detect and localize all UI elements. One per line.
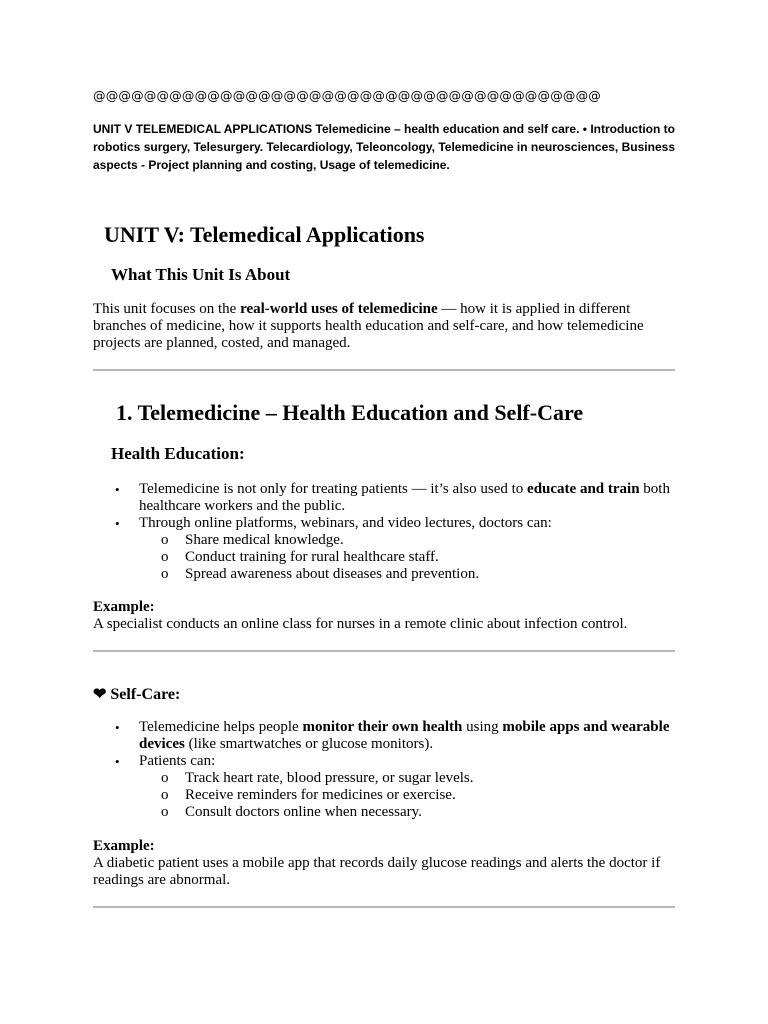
example-label: Example: [93, 838, 155, 854]
separator-at-line: @@@@@@@@@@@@@@@@@@@@@@@@@@@@@@@@@@@@@@@@ [93, 88, 601, 103]
syllabus-paragraph: UNIT V TELEMEDICAL APPLICATIONS Telemedicine – health education and self care. • Introduction to robotics surgery, Telesurgery. Telecardiology, Teleoncology, Telemedicine in neurosciences, Business aspects - Project planning and costing, Usage of telemedicine. [93, 122, 675, 172]
sub-list-item [93, 549, 675, 566]
example-block [93, 599, 675, 633]
example-block [93, 838, 675, 889]
list-item-text: Telemedicine is not only for treating patients — it’s also used to [139, 481, 528, 497]
health-education-list [93, 481, 675, 583]
sub-list-item-text: Conduct training for rural healthcare staff. [185, 549, 439, 565]
horizontal-rule [93, 906, 675, 908]
example-label: Example: [93, 599, 155, 615]
bullet-icon: • [115, 720, 120, 735]
about-heading: What This Unit Is About [111, 265, 291, 284]
list-item-text: Through online platforms, webinars, and video lectures, doctors can: [139, 515, 552, 531]
list-item-text: Patients can: [139, 753, 216, 769]
sub-list-item [93, 532, 675, 549]
circle-bullet-icon: o [161, 787, 169, 803]
circle-bullet-icon: o [161, 566, 169, 582]
sub-list-item-text: Consult doctors online when necessary. [185, 804, 422, 820]
intro-paragraph [93, 301, 675, 352]
list-item-text: both healthcare workers and the public. [139, 481, 670, 514]
sub-list-item [93, 787, 675, 804]
health-education-heading: Health Education: [111, 444, 245, 463]
intro-bold: real-world uses of telemedicine [240, 301, 438, 317]
circle-bullet-icon: o [161, 770, 169, 786]
intro-text: — how it is applied in different branches of medicine, how it supports health education and self-care, and how telemedicine projects are planned, costed, and managed. [93, 301, 644, 351]
sub-list-item-text: Spread awareness about diseases and prevention. [185, 566, 480, 582]
sub-list-item-text: Share medical knowledge. [185, 532, 344, 548]
list-item-text: (like smartwatches or glucose monitors). [184, 736, 434, 752]
sub-list-item [93, 770, 675, 787]
self-care-heading: ❤ Self-Care: [93, 686, 181, 703]
sub-list-item-text: Track heart rate, blood pressure, or sugar levels. [185, 770, 474, 786]
list-item-bold: educate and train [527, 481, 640, 497]
self-care-list [93, 719, 675, 821]
example-text: A specialist conducts an online class for nurses in a remote clinic about infection control. [93, 616, 628, 632]
circle-bullet-icon: o [161, 549, 169, 565]
list-item-text: Telemedicine helps people [139, 719, 303, 735]
list-item-bold: mobile apps and wearable devices [139, 719, 670, 752]
example-text: A diabetic patient uses a mobile app that records daily glucose readings and alerts the doctor if readings are abnormal. [93, 855, 661, 888]
horizontal-rule [93, 650, 675, 652]
bullet-icon: • [115, 482, 120, 497]
sub-list-item [93, 566, 675, 583]
list-item-text: using [462, 719, 503, 735]
section-title: 1. Telemedicine – Health Education and Self-Care [116, 400, 584, 425]
intro-text: This unit focuses on the [93, 301, 241, 317]
sub-list-item-text: Receive reminders for medicines or exercise. [185, 787, 456, 803]
circle-bullet-icon: o [161, 804, 169, 820]
list-item-bold: monitor their own health [302, 719, 463, 735]
sub-list-item [93, 804, 675, 821]
list-item [93, 719, 675, 753]
list-item [93, 753, 675, 770]
horizontal-rule [93, 369, 675, 371]
unit-title: UNIT V: Telemedical Applications [104, 222, 425, 247]
list-item [93, 515, 675, 532]
bullet-icon: • [115, 516, 120, 531]
bullet-icon: • [115, 754, 120, 769]
list-item [93, 481, 675, 515]
circle-bullet-icon: o [161, 532, 169, 548]
